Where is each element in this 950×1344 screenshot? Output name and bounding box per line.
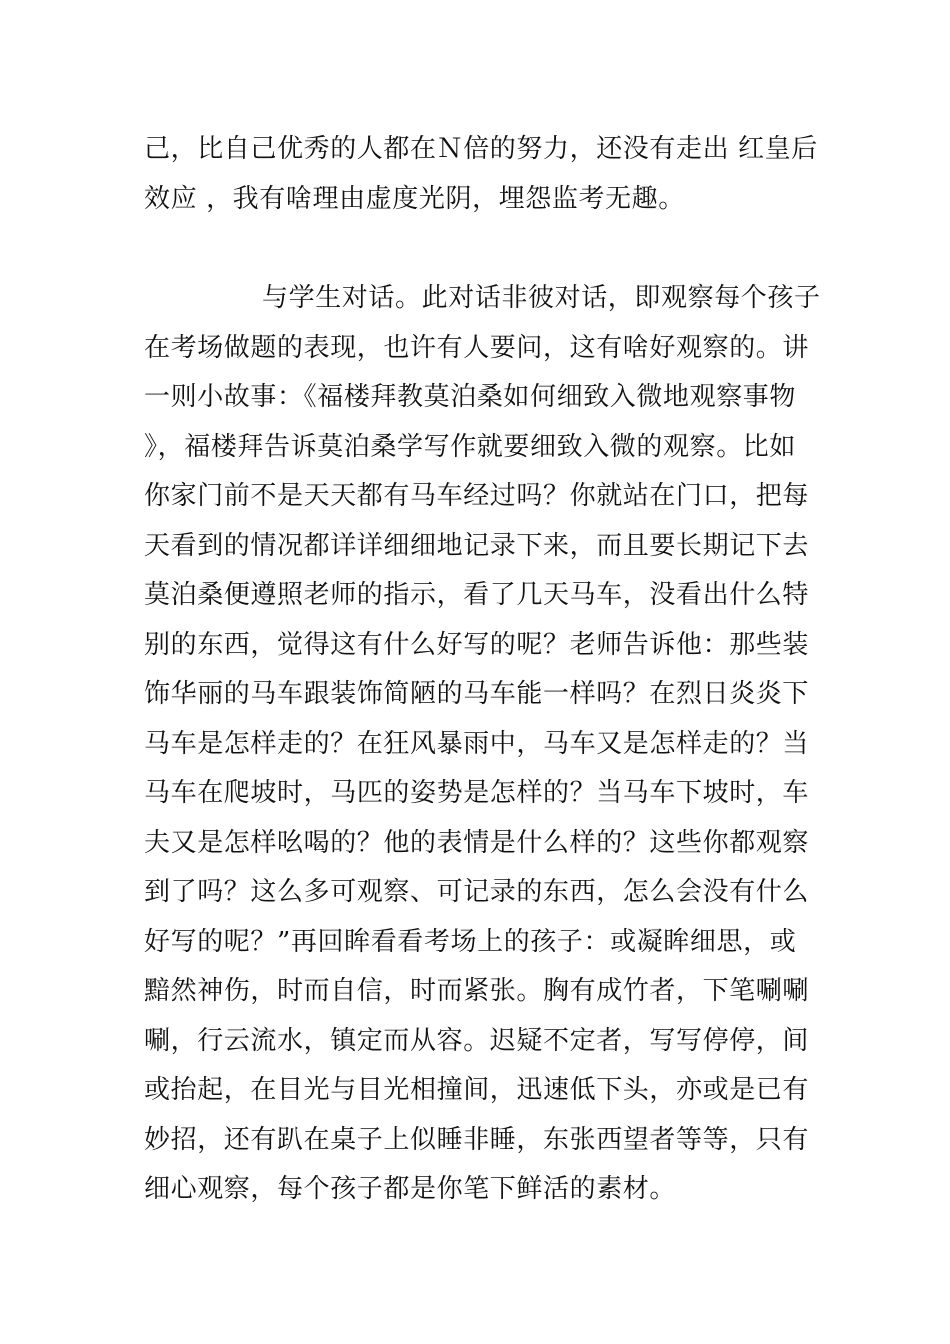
paragraph-2-line: 》，福楼拜告诉莫泊桑学写作就要细致入微的观察。比如 [144,431,797,462]
paragraph-2-line: 唰，行云流水，镇定而从容。迟疑不定者，写写停停，间 [144,1025,810,1056]
paragraph-2-line: 别的东西，觉得这有什么好写的呢？老师告诉他：那些装 [144,629,810,660]
paragraph-2-line: 与学生对话。此对话非彼对话，即观察每个孩子 [262,283,821,313]
paragraph-2-line: 饰华丽的马车跟装饰简陋的马车能一样吗？在烈日炎炎下 [144,679,810,709]
paragraph-2 [144,274,821,1215]
paragraph-1 [144,125,818,224]
paragraph-2-line: 一则小故事：《福楼拜教莫泊桑如何细致入微地观察事物 [144,382,797,412]
paragraph-2-line: 到了吗？这么多可观察、可记录的东西，怎么会没有什么 [144,877,810,907]
paragraph-2-line: 马车在爬坡时，马匹的姿势是怎样的？当马车下坡时，车 [144,778,810,808]
paragraph-2-line: 莫泊桑便遵照老师的指示，看了几天马车，没看出什么特 [144,580,810,610]
paragraph-2-line: 夫又是怎样吆喝的？他的表情是什么样的？这些你都观察 [144,827,810,858]
paragraph-2-line: 你家门前不是天天都有马车经过吗？你就站在门口，把每 [144,481,810,511]
paragraph-1-line: 效应 ，我有啥理由虚度光阴，埋怨监考无趣。 [144,183,685,214]
paragraph-2-line: 好写的呢？”再回眸看看考场上的孩子：或凝眸细思，或 [144,926,797,957]
paragraph-2-line: 黯然神伤，时而自信，时而紧张。胸有成竹者，下笔唰唰 [144,976,810,1006]
paragraph-2-line: 在考场做题的表现，也许有人要问，这有啥好观察的。讲 [144,332,810,363]
paragraph-1-line: 己，比自己优秀的人都在Ｎ倍的努力，还没有走出 红皇后 [144,134,818,164]
paragraph-2-line: 妙招，还有趴在桌子上似睡非睡，东张西望者等等，只有 [144,1124,810,1155]
paragraph-2-line: 或抬起，在目光与目光相撞间，迅速低下头，亦或是已有 [144,1075,810,1105]
paragraph-2-line: 马车是怎样走的？在狂风暴雨中，马车又是怎样走的？当 [144,728,810,759]
paragraph-2-line: 细心观察，每个孩子都是你笔下鲜活的素材。 [144,1174,677,1204]
paragraph-2-line: 天看到的情况都详详细细地记录下来，而且要长期记下去 [144,530,810,561]
